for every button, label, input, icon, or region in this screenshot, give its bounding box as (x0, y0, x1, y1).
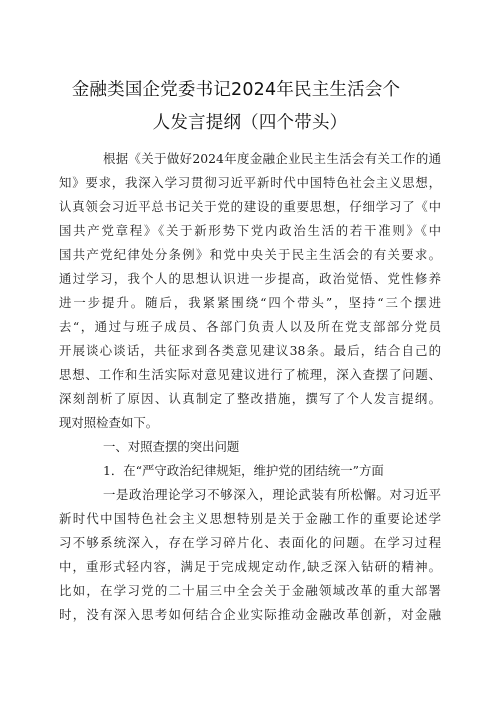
body-line: 开展谈心谈话，共征求到各类意见建议38条。最后，结合自己的 (59, 343, 441, 358)
body-line: 比如，在学习党的二十届三中全会关于金融领域改革的重大部署 (59, 583, 441, 598)
body-line: 习不够系统深入，存在学习碎片化、表面化的问题。在学习过程 (59, 535, 441, 550)
body-line: 一是政治理论学习不够深入，理论武装有所松懈。对习近平 (103, 487, 441, 502)
body-line: 深刻剖析了原因、认真制定了整改措施，撰写了个人发言提纲。 (59, 391, 441, 406)
subsection-heading: 1．在“严守政治纪律规矩，维护党的团结统一”方面 (103, 463, 384, 478)
document-title-line-2: 人发言提纲（四个带头） (152, 113, 348, 133)
body-line: 思想、工作和生活实际对意见建议进行了梳理，深入查摆了问题、 (59, 367, 441, 382)
body-line: 国共产党章程》《关于新形势下党内政治生活的若干准则》《中 (59, 223, 441, 238)
body-line: 去“，通过与班子成员、各部门负责人以及所在党支部部分党员 (59, 319, 441, 334)
section-heading: 一、对照查摆的突出问题 (103, 439, 240, 454)
body-line: 国共产党纪律处分条例》和党中央关于民主生活会的有关要求。 (59, 247, 441, 262)
body-line: 现对照检查如下。 (59, 415, 159, 430)
document-title-line-1: 金融类国企党委书记2024年民主生活会个 (71, 80, 401, 100)
body-line: 进一步提升。随后，我紧紧围绕“四个带头”，坚持“三个摆进 (59, 295, 441, 310)
body-line: 知》要求，我深入学习贯彻习近平新时代中国特色社会主义思想， (59, 175, 441, 190)
body-line: 新时代中国特色社会主义思想特别是关于金融工作的重要论述学 (59, 511, 441, 526)
body-line: 根据《关于做好2024年度金融企业民主生活会有关工作的通 (103, 151, 441, 166)
body-line: 时，没有深入思考如何结合企业实际推动金融改革创新，对金融 (59, 607, 441, 622)
body-line: 认真领会习近平总书记关于党的建设的重要思想，仔细学习了《中 (59, 199, 441, 214)
body-line: 中，重形式轻内容，满足于完成规定动作,缺乏深入钻研的精神。 (59, 559, 441, 574)
body-line: 通过学习，我个人的思想认识进一步提高，政治觉悟、党性修养 (59, 271, 441, 286)
